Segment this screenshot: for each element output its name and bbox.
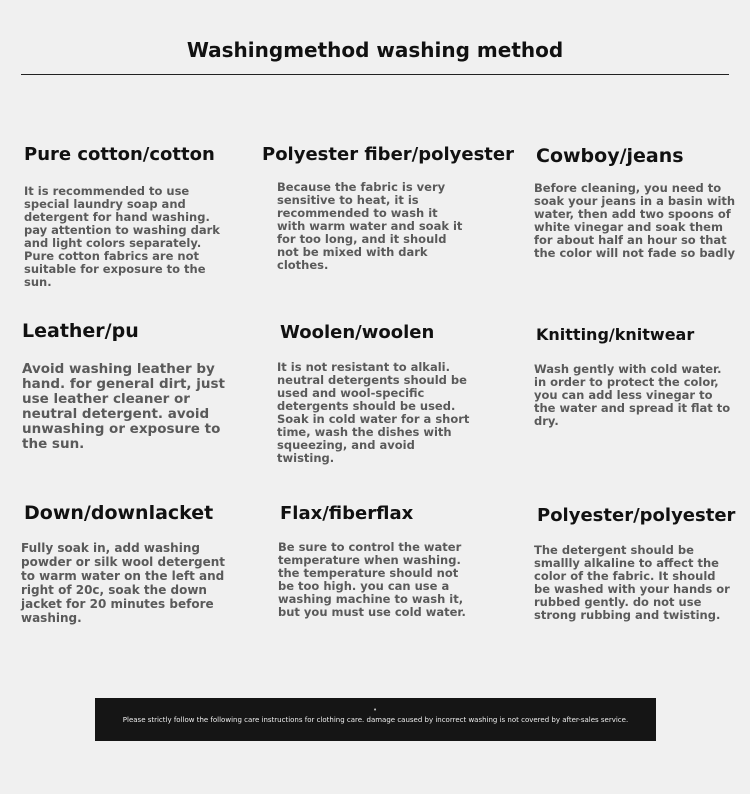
section-pure-cotton [24,144,224,289]
section-title: Flax/fiberflax [280,503,414,524]
section-woolen [277,322,480,465]
section-polyester [534,505,737,622]
section-leather-pu [22,320,242,452]
notice-mark: • [373,706,378,714]
section-body: It is not resistant to alkali. neutral detergents should be used and wool-specific detergents should be used. Soak in cold water for a short time, wash the dishes with squeezing, and avoid twisting. [277,360,470,465]
section-down-jacket [21,502,234,625]
section-cowboy-jeans [536,145,736,260]
section-title: Down/downlacket [24,502,214,524]
section-title: Knitting/knitwear [536,325,695,344]
section-title: Pure cotton/cotton [24,144,215,165]
care-notice-banner [95,698,656,741]
section-body: It is recommended to use special laundry soap and detergent for hand washing. pay attention to washing dark and light colors separately. Pure cotton fabrics are not suitable for exposure to the sun. [24,184,220,289]
section-flax [280,503,480,619]
section-body: Wash gently with cold water. in order to protect the color, you can add less vinegar to the water and spread it flat to dry. [534,362,731,428]
section-body: Before cleaning, you need to soak your jeans in a basin with water, then add two spoons of white vinegar and soak them for about half an hour so that the color will not fade so badly [534,181,736,260]
care-notice-text: Please strictly follow the following care instructions for clothing care. damage caused by incorrect washing is not covered by after-sales service. [122,716,629,724]
section-body: The detergent should be smallly alkaline to affect the color of the fabric. It should be washed with your hands or rubbed gently. do not use strong rubbing and twisting. [534,543,730,622]
title-divider [21,74,729,75]
section-title: Leather/pu [22,320,139,342]
section-body: Avoid washing leather by hand. for general dirt, just use leather cleaner or neutral detergent. avoid unwashing or exposure to the sun. [22,361,225,452]
section-title: Cowboy/jeans [536,145,684,167]
section-body: Be sure to control the water temperature when washing. the temperature should not be too high. you can use a washing machine to wash it, but you must use cold water. [278,540,466,619]
section-knitting [536,325,736,428]
section-title: Polyester/polyester [537,505,736,526]
section-title: Woolen/woolen [280,322,435,343]
section-body: Fully soak in, add washing powder or silk wool detergent to warm water on the left and right of 20c, soak the down jacket for 20 minutes before washing. [21,541,226,625]
section-polyester-fiber [262,144,514,272]
section-title: Polyester fiber/polyester [262,144,514,165]
page-title: Washingmethod washing method [186,38,564,62]
section-body: Because the fabric is very sensitive to heat, it is recommended to wash it with warm water and soak it for too long, and it should not be mixed with dark clothes. [277,180,463,272]
